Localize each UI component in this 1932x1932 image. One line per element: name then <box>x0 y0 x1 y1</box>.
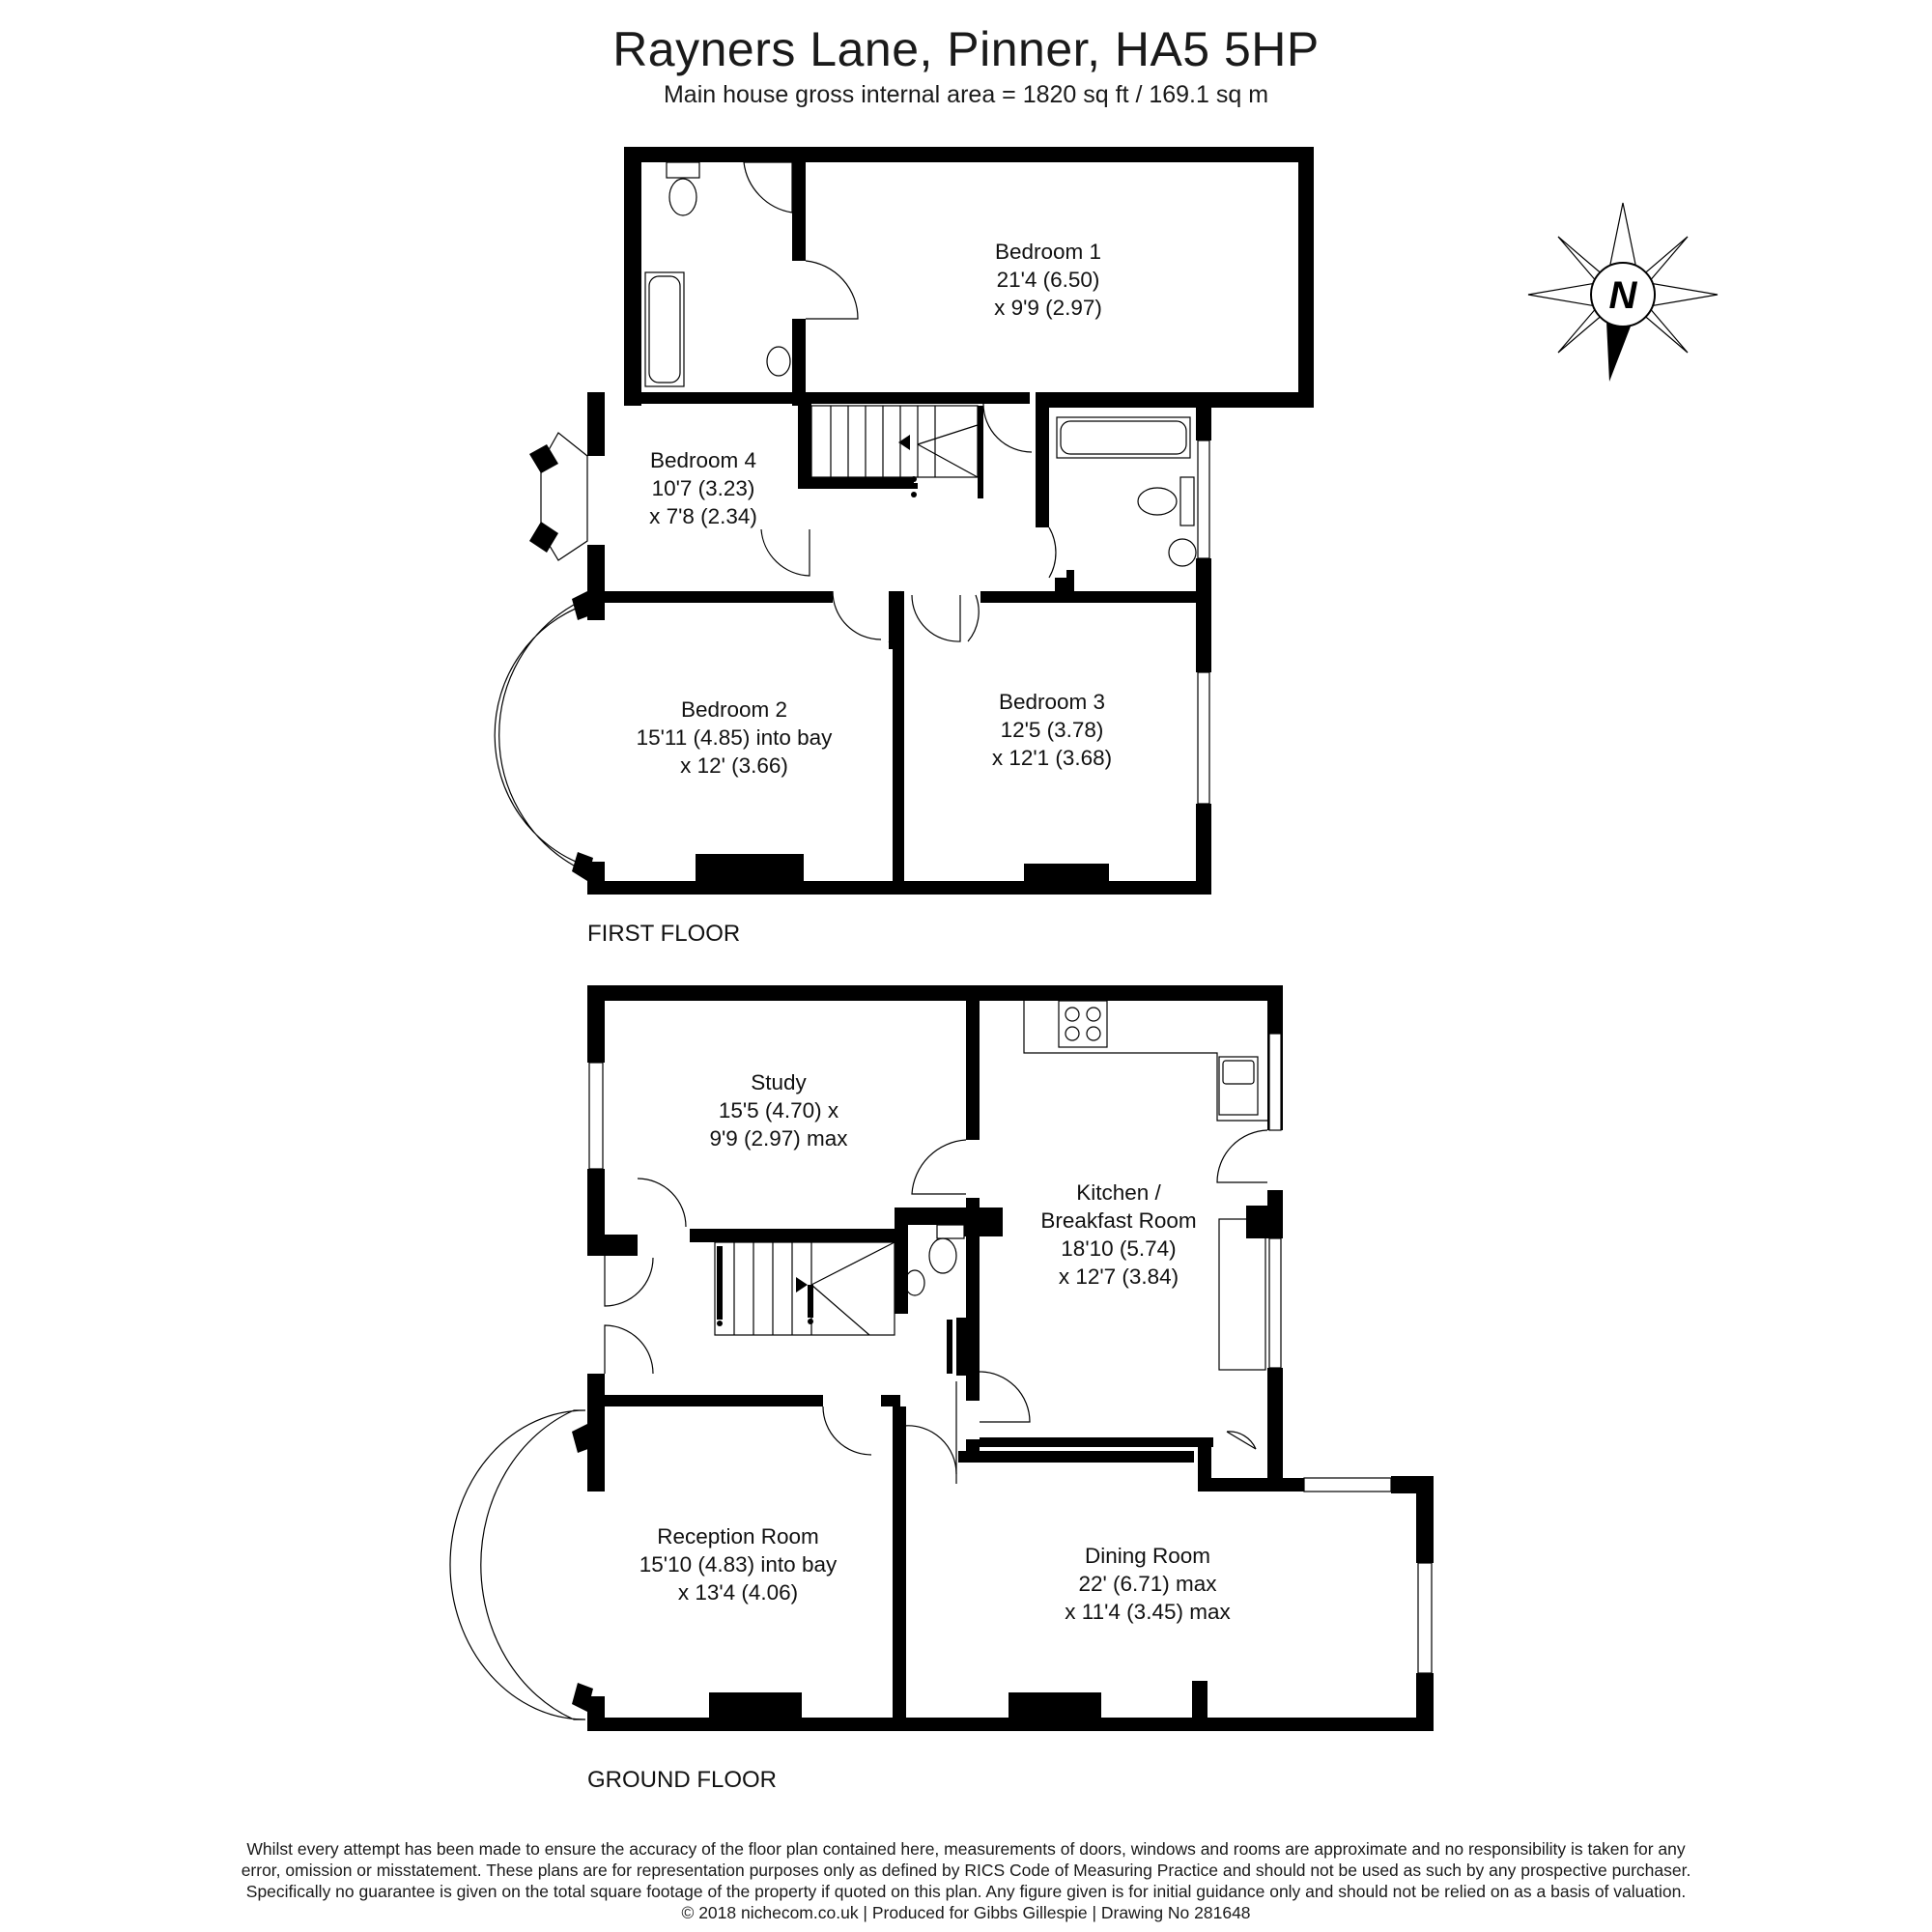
gross-internal-area: Main house gross internal area = 1820 sq ft / 169.1 sq m <box>663 81 1269 108</box>
reception-length: 15'10 (4.83) into bay <box>639 1552 838 1577</box>
ground-floor-plan <box>450 985 1434 1793</box>
bedroom-3-name: Bedroom 3 <box>998 690 1106 714</box>
study-width: 9'9 (2.97) max <box>709 1126 848 1151</box>
bedroom-3-width: x 12'1 (3.68) <box>991 746 1113 770</box>
bedroom-1-name: Bedroom 1 <box>994 240 1102 264</box>
dining-length: 22' (6.71) max <box>1078 1572 1217 1596</box>
disclaimer <box>97 1838 1835 1923</box>
dining-name: Dining Room <box>1084 1544 1211 1568</box>
study-length: 15'5 (4.70) x <box>718 1098 839 1122</box>
bedroom-1-width: x 9'9 (2.97) <box>994 296 1102 320</box>
ground-floor-label: GROUND FLOOR <box>587 1767 778 1793</box>
kitchen-length: 18'10 (5.74) <box>1061 1236 1177 1261</box>
bedroom-4-name: Bedroom 4 <box>649 448 757 472</box>
bedroom-3-length: 12'5 (3.78) <box>1000 718 1104 742</box>
bedroom-2-width: x 12' (3.66) <box>680 753 788 778</box>
bedroom-2-length: 15'11 (4.85) into bay <box>636 725 833 750</box>
reception-width: x 13'4 (4.06) <box>677 1580 799 1605</box>
kitchen-name-line2: Breakfast Room <box>1040 1208 1197 1233</box>
compass-north-label: N <box>1608 274 1637 317</box>
dining-width: x 11'4 (3.45) max <box>1065 1600 1231 1624</box>
copyright-line: © 2018 nichecom.co.uk | Produced for Gibbs Gillespie | Drawing No 281648 <box>681 1903 1251 1922</box>
bedroom-2-name: Bedroom 2 <box>680 697 788 722</box>
first-floor-label: FIRST FLOOR <box>587 921 741 947</box>
bedroom-4-length: 10'7 (3.23) <box>651 476 755 500</box>
plan-title: Rayners Lane, Pinner, HA5 5HP <box>612 22 1320 76</box>
kitchen-width: x 12'7 (3.84) <box>1058 1264 1179 1289</box>
first-floor-plan <box>495 147 1314 947</box>
bedroom-1-length: 21'4 (6.50) <box>996 268 1100 292</box>
disclaimer-line: Specifically no guarantee is given on the total square footage of the property if quoted on this plan. Any figure given is for initial guidance only and should not be relied on as a basis of valuation. <box>245 1882 1687 1901</box>
bedroom-4-width: x 7'8 (2.34) <box>649 504 757 528</box>
disclaimer-line: Whilst every attempt has been made to ensure the accuracy of the floor plan contained here, measurements of doors, windows and rooms are approximate and no responsibility is taken for any <box>246 1839 1686 1859</box>
disclaimer-line: error, omission or misstatement. These plans are for representation purposes only as defined by RICS Code of Measuring Practice and should not be used as such by any prospective purchaser. <box>241 1861 1691 1880</box>
study-name: Study <box>751 1070 807 1094</box>
north-compass-icon <box>1528 203 1718 382</box>
reception-name: Reception Room <box>657 1524 819 1548</box>
kitchen-name-line1: Kitchen / <box>1076 1180 1161 1205</box>
